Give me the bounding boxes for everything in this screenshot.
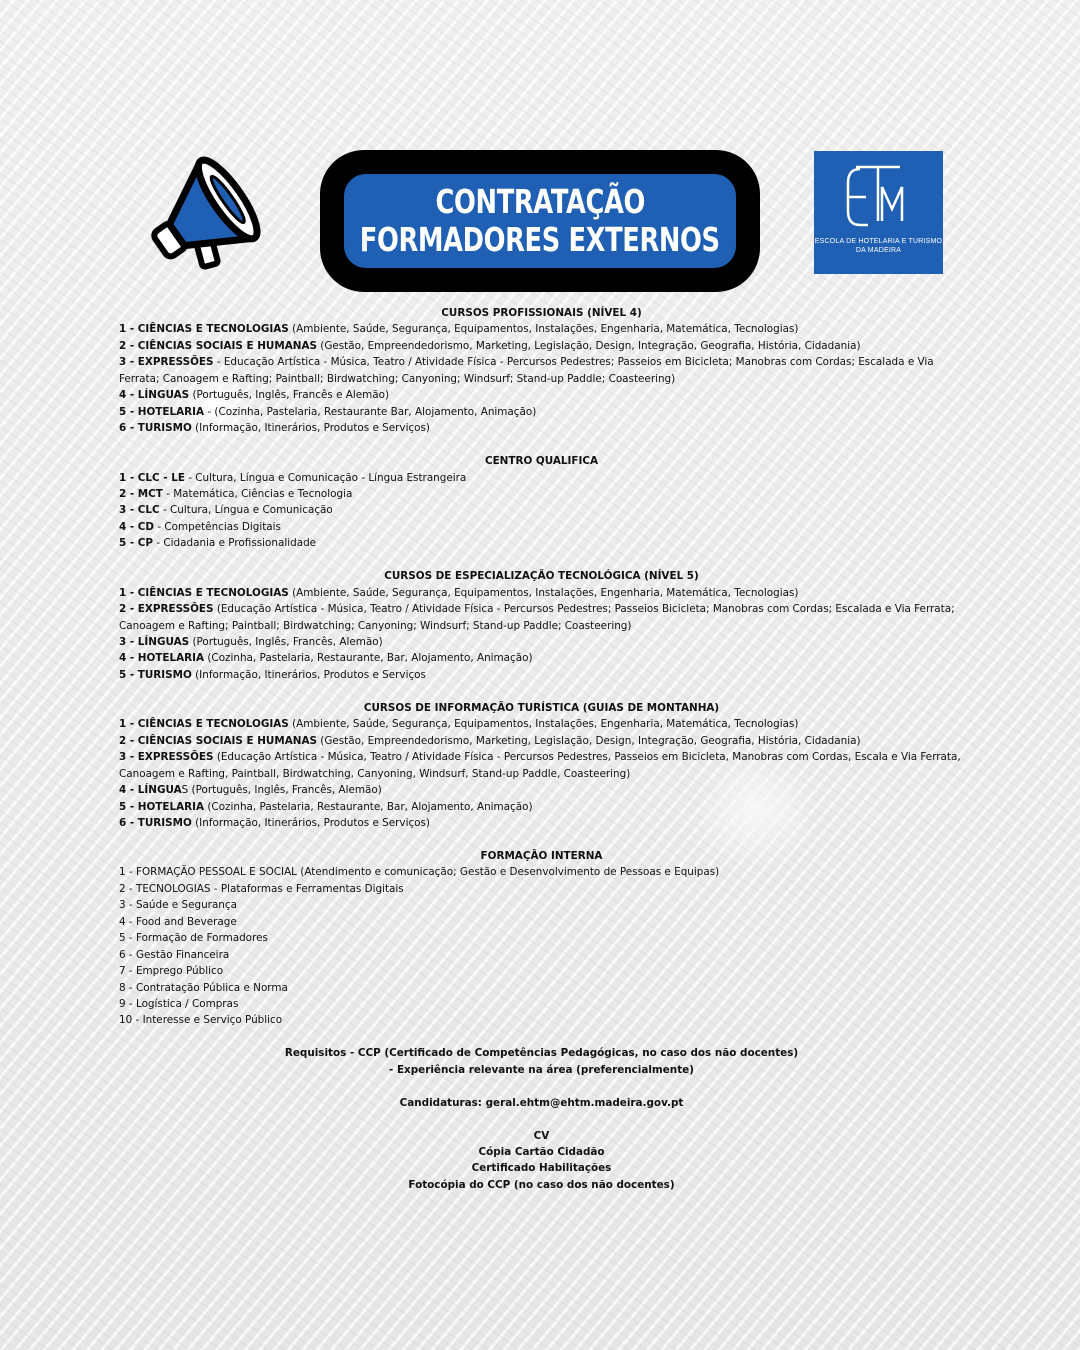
list-item-text: (Informação, Itinerários, Produtos e Serviços): [191, 422, 430, 435]
list-item: [119, 930, 964, 946]
section-spacer: [119, 1111, 964, 1127]
list-item-heading: 1 - CIÊNCIAS E TECNOLOGIAS: [119, 718, 289, 731]
list-item: [119, 354, 964, 387]
list-item: [119, 519, 964, 535]
list-item-heading: 2 - EXPRESSÕES: [119, 603, 214, 616]
list-item-heading: 6 - TURISMO: [119, 422, 192, 435]
ehtm-monogram-icon: [844, 159, 914, 235]
list-item-text: - Cidadania e Profissionalidade: [153, 537, 317, 550]
list-item-text: (Educação Artística - Música, Teatro / Atividade Física - Percursos Pedestres, Passeios em Bicicleta, Manobras com Cordas, Escala e Via Ferrata, Canoagem e Rafting, Paintball, Birdwatching, Canyoning, Windsurf, Stand-up Paddle, Coasteering): [119, 751, 961, 780]
list-item-text: - (Cozinha, Pastelaria, Restaurante Bar, Alojamento, Animação): [204, 405, 537, 418]
list-item-text: 6 - Gestão Financeira: [119, 948, 230, 961]
list-item-text: 1 - FORMAÇÃO PESSOAL E SOCIAL (Atendimento e comunicação; Gestão e Desenvolvimento de Pessoas e Equipas): [119, 866, 720, 879]
list-item-text: 8 - Contratação Pública e Norma: [119, 981, 288, 994]
section-title: FORMAÇÃO INTERNA: [480, 849, 603, 862]
list-item-text: 9 - Logística / Compras: [119, 997, 239, 1010]
list-item-heading: 1 - CLC - LE: [119, 471, 185, 484]
list-item-text: (Português, Inglês, Francês e Alemão): [189, 389, 390, 402]
list-item-text: (Cozinha, Pastelaria, Restaurante, Bar, Alojamento, Animação): [204, 652, 533, 665]
section-spacer: [119, 1029, 964, 1045]
list-item: [119, 947, 964, 963]
list-item-text: (Cozinha, Pastelaria, Restaurante, Bar, Alojamento, Animação): [204, 800, 533, 813]
title-banner-inner: [344, 174, 736, 268]
list-item-text: - Cultura, Língua e Comunicação: [159, 504, 333, 517]
applications-contact: Candidaturas: geral.ehtm@ehtm.madeira.gov.pt: [399, 1096, 684, 1109]
list-item-text: 10 - Interesse e Serviço Público: [119, 1014, 283, 1027]
list-item: [119, 585, 964, 601]
list-item: [119, 897, 964, 913]
logo-caption: ESCOLA DE HOTELARIA E TURISMO DA MADEIRA: [814, 238, 943, 254]
list-item-heading: 5 - TURISMO: [119, 668, 192, 681]
required-document: Fotocópia do CCP (no caso dos não docentes): [408, 1178, 675, 1191]
list-item: [119, 799, 964, 815]
page-title-line-2: FORMADORES EXTERNOS: [360, 220, 720, 259]
list-item-text: (Ambiente, Saúde, Segurança, Equipamentos, Instalações, Engenharia, Matemática, Tecnologias): [288, 586, 799, 599]
list-item: [119, 502, 964, 518]
required-document: Certificado Habilitações: [471, 1162, 612, 1175]
list-item: [119, 470, 964, 486]
list-item-text: S (Português, Inglês, Francês, Alemão): [181, 784, 382, 797]
list-item-heading: 5 - HOTELARIA: [119, 800, 205, 813]
list-item-text: (Ambiente, Saúde, Segurança, Equipamentos, Instalações, Engenharia, Matemática, Tecnologias): [288, 718, 799, 731]
section-title: CURSOS DE INFORMAÇÃO TURÍSTICA (GUIAS DE MONTANHA): [363, 701, 720, 714]
list-item: [119, 815, 964, 831]
list-item: [119, 749, 964, 782]
list-item-heading: 3 - LÍNGUAS: [119, 636, 190, 649]
list-item: [119, 733, 964, 749]
list-item-heading: 2 - CIÊNCIAS SOCIAIS E HUMANAS: [119, 734, 317, 747]
title-banner: [320, 150, 760, 292]
required-document: Cópia Cartão Cidadão: [478, 1146, 605, 1158]
list-item-heading: 2 - CIÊNCIAS SOCIAIS E HUMANAS: [119, 339, 317, 352]
list-item: [119, 650, 964, 666]
list-item-heading: 3 - CLC: [119, 504, 160, 517]
list-item: [119, 963, 964, 979]
list-item: [119, 634, 964, 650]
list-item: [119, 864, 964, 880]
list-item-heading: 4 - CD: [119, 520, 155, 533]
list-item-text: - Educação Artística - Música, Teatro / Atividade Física - Percursos Pedestres; Passeios em Bicicleta; Manobras com Cordas; Escalada e Via Ferrata; Canoagem e Rafting; Paintball; Birdwatching; Canyoning; Windsurf; Stand-up Paddle; Coasteering): [119, 356, 934, 385]
list-item: [119, 420, 964, 436]
list-item-heading: 5 - HOTELARIA: [119, 405, 205, 418]
list-item: [119, 914, 964, 930]
list-item-text: 2 - TECNOLOGIAS - Plataformas e Ferramentas Digitais: [119, 882, 404, 895]
section-spacer: [119, 1078, 964, 1094]
list-item-heading: 4 - HOTELARIA: [119, 652, 205, 665]
requirements-line: - Experiência relevante na área (preferencialmente): [389, 1063, 694, 1076]
list-item-text: 4 - Food and Beverage: [119, 915, 237, 928]
list-item: [119, 404, 964, 420]
list-item-text: (Gestão, Empreendedorismo, Marketing, Legislação, Design, Integração, Geografia, História, Cidadania): [316, 339, 861, 352]
list-item-heading: 3 - EXPRESSÕES: [119, 751, 214, 764]
list-item: [119, 716, 964, 732]
list-item-text: (Educação Artística - Música, Teatro / Atividade Física - Percursos Pedestres; Passeios Bicicleta; Manobras com Cordas; Escalada e Via Ferrata; Canoagem e Rafting; Paintball; Birdwatching; Canyoning; Windsurf; Stand-up Paddle; Coasteering): [119, 603, 955, 632]
section-title: CURSOS DE ESPECIALIZAÇÃO TECNOLÓGICA (NÍVEL 5): [384, 570, 699, 583]
list-item-text: - Matemática, Ciências e Tecnologia: [162, 487, 353, 500]
list-item: [119, 980, 964, 996]
list-item-heading: 1 - CIÊNCIAS E TECNOLOGIAS: [119, 586, 289, 599]
list-item: [119, 996, 964, 1012]
list-item-text: 5 - Formação de Formadores: [119, 932, 268, 945]
list-item-text: - Cultura, Língua e Comunicação - Língua Estrangeira: [184, 471, 467, 484]
list-item: [119, 338, 964, 354]
ehtm-logo: [814, 151, 943, 274]
section-spacer: [119, 683, 964, 699]
section-title: CURSOS PROFISSIONAIS (NÍVEL 4): [441, 307, 642, 319]
list-item: [119, 782, 964, 798]
list-item-heading: 1 - CIÊNCIAS E TECNOLOGIAS: [119, 323, 289, 336]
announcement-body: [119, 305, 964, 1193]
list-item: [119, 601, 964, 634]
list-item: [119, 881, 964, 897]
list-item-text: 7 - Emprego Público: [119, 965, 224, 978]
list-item: [119, 1012, 964, 1028]
section-spacer: [119, 437, 964, 453]
required-document: CV: [533, 1129, 550, 1142]
list-item-heading: 4 - LÍNGUAS: [119, 389, 190, 402]
list-item-heading: 6 - TURISMO: [119, 817, 192, 829]
list-item: [119, 535, 964, 551]
list-item: [119, 387, 964, 403]
section-spacer: [119, 552, 964, 568]
list-item-text: (Informação, Itinerários, Produtos e Serviços): [191, 817, 430, 829]
list-item-text: (Gestão, Empreendedorismo, Marketing, Legislação, Design, Integração, Geografia, História, Cidadania): [316, 734, 861, 747]
list-item-heading: 5 - CP: [119, 537, 154, 550]
page-title-line-1: CONTRATAÇÃO: [435, 182, 645, 221]
megaphone-icon: [140, 150, 265, 280]
section-title: CENTRO QUALIFICA: [484, 455, 599, 468]
list-item-text: (Português, Inglês, Francês, Alemão): [189, 636, 383, 649]
section-spacer: [119, 831, 964, 847]
list-item: [119, 321, 964, 337]
list-item-text: 3 - Saúde e Segurança: [119, 899, 237, 912]
list-item: [119, 667, 964, 683]
list-item-heading: 4 - LÍNGUA: [119, 784, 182, 797]
list-item: [119, 486, 964, 502]
list-item-text: - Competências Digitais: [154, 520, 281, 533]
list-item-text: (Informação, Itinerários, Produtos e Serviços: [191, 668, 426, 681]
list-item-heading: 2 - MCT: [119, 487, 163, 500]
list-item-text: (Ambiente, Saúde, Segurança, Equipamentos, Instalações, Engenharia, Matemática, Tecnologias): [288, 323, 799, 336]
list-item-heading: 3 - EXPRESSÕES: [119, 356, 214, 369]
requirements-line: Requisitos - CCP (Certificado de Competências Pedagógicas, no caso dos não docentes): [284, 1047, 799, 1060]
